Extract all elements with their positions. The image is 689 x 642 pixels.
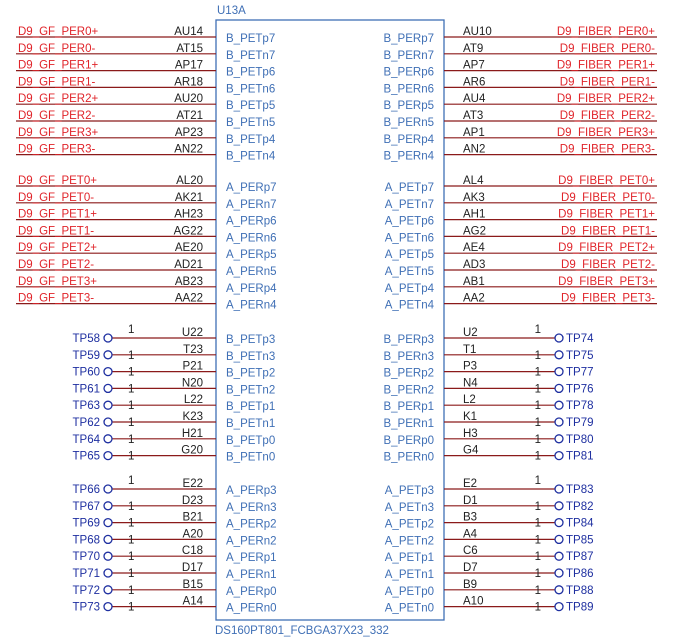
net-label: D9_GF_PET1-: [18, 225, 95, 238]
pin-signal-name: B_PERp7: [383, 33, 434, 45]
testpoint-circle-icon: [104, 418, 112, 426]
pin-signal-name: B_PERn4: [383, 150, 434, 163]
testpoint-circle-icon: [555, 334, 563, 342]
testpoint-circle-icon: [104, 552, 112, 560]
testpoint-circle-icon: [104, 435, 112, 443]
net-label: D9_FIBER_PER1+: [556, 59, 655, 72]
pin-signal-name: A_PERp4: [226, 282, 277, 295]
testpoint-circle-icon: [104, 368, 112, 376]
testpoint-label: TP86: [566, 568, 594, 580]
pin-number: H21: [181, 427, 203, 440]
testpoint-label: TP73: [72, 601, 100, 614]
testpoint-circle-icon: [104, 334, 112, 342]
pin-signal-name: A_PERp1: [226, 552, 277, 565]
pin-number: E22: [182, 478, 203, 490]
testpoint-pin-number: 1: [128, 534, 135, 547]
pin-signal-name: B_PETp4: [226, 133, 276, 146]
pin-signal-name: B_PERn7: [383, 49, 434, 62]
net-label: D9_GF_PER3-: [18, 143, 96, 156]
pin-number: AU20: [174, 93, 203, 106]
pin-signal-name: A_PERp3: [226, 485, 277, 497]
pin-number: AP17: [174, 59, 203, 72]
pin-signal-name: A_PERp0: [226, 585, 277, 598]
pin-signal-name: B_PETp7: [226, 33, 276, 45]
testpoint-label: TP70: [72, 551, 100, 564]
testpoint-label: TP59: [72, 349, 100, 362]
pin-number: AL4: [463, 175, 484, 187]
testpoint-label: TP82: [566, 500, 594, 513]
testpoint-pin-number: 1: [534, 383, 541, 396]
net-label: D9_FIBER_PER2-: [559, 110, 655, 122]
testpoint-pin-number: 1: [534, 400, 541, 413]
net-label: D9_FIBER_PER2+: [556, 93, 655, 106]
pin-number: C6: [463, 545, 478, 558]
pin-number: AA22: [174, 292, 203, 305]
testpoint-pin-number: 1: [534, 433, 541, 446]
testpoint-label: TP76: [566, 383, 594, 396]
testpoint-pin-number: 1: [128, 383, 135, 396]
testpoint-pin-number: 1: [128, 324, 135, 336]
net-label: D9_FIBER_PET0-: [561, 191, 655, 204]
pin-signal-name: A_PETp4: [384, 282, 434, 295]
pin-number: AA2: [463, 292, 485, 305]
pin-signal-name: B_PETn2: [226, 384, 276, 397]
testpoint-label: TP61: [72, 383, 100, 396]
testpoint-label: TP72: [72, 584, 100, 597]
pin-number: AT3: [463, 110, 484, 122]
testpoint-pin-number: 1: [534, 324, 541, 336]
testpoint-circle-icon: [104, 351, 112, 359]
pin-signal-name: A_PETp1: [384, 552, 434, 565]
pin-signal-name: A_PETn2: [384, 535, 434, 548]
testpoint-pin-number: 1: [534, 475, 541, 487]
pin-number: AU10: [463, 26, 492, 38]
pin-signal-name: A_PETp7: [384, 182, 434, 194]
pin-signal-name: B_PETn6: [226, 83, 276, 96]
testpoint-circle-icon: [104, 384, 112, 392]
pin-number: AH23: [174, 208, 203, 221]
testpoint-label: TP89: [566, 601, 594, 614]
pin-number: D17: [181, 562, 203, 574]
pin-signal-name: A_PERn6: [226, 232, 277, 245]
testpoint-pin-number: 1: [534, 534, 541, 547]
pin-number: AU14: [174, 26, 203, 38]
testpoint-label: TP60: [72, 366, 100, 379]
testpoint-label: TP68: [72, 534, 100, 547]
testpoint-label: TP84: [566, 517, 594, 530]
pin-number: B21: [182, 511, 203, 524]
testpoint-pin-number: 1: [534, 366, 541, 379]
testpoint-label: TP64: [72, 433, 100, 446]
pin-signal-name: A_PETn1: [384, 569, 434, 581]
testpoint-circle-icon: [555, 418, 563, 426]
component-part-name: DS160PT801_FCBGA37X23_332: [215, 625, 389, 637]
testpoint-label: TP83: [566, 484, 594, 496]
testpoint-label: TP71: [72, 568, 100, 580]
testpoint-pin-number: 1: [128, 417, 135, 429]
component-title: U13A: [217, 5, 246, 17]
net-label: D9_FIBER_PER0+: [556, 26, 655, 38]
testpoint-pin-number: 1: [128, 450, 135, 463]
testpoint-circle-icon: [104, 502, 112, 510]
testpoint-label: TP81: [566, 450, 594, 463]
pin-number: A10: [463, 595, 484, 608]
testpoint-label: TP78: [566, 400, 594, 413]
net-label: D9_FIBER_PET0+: [558, 175, 655, 187]
pin-signal-name: A_PETn4: [384, 299, 434, 312]
net-label: D9_GF_PER1+: [18, 59, 99, 72]
testpoint-pin-number: 1: [128, 366, 135, 379]
net-label: D9_FIBER_PET2+: [558, 242, 655, 255]
pin-number: AG2: [463, 225, 487, 238]
testpoint-circle-icon: [555, 384, 563, 392]
testpoint-circle-icon: [555, 401, 563, 409]
pin-number: H3: [463, 427, 478, 440]
net-label: D9_GF_PET0+: [18, 175, 97, 187]
pin-number: AB1: [463, 275, 485, 288]
testpoint-pin-number: 1: [128, 349, 135, 362]
pin-signal-name: B_PETn0: [226, 451, 276, 464]
testpoint-circle-icon: [555, 435, 563, 443]
testpoint-circle-icon: [555, 586, 563, 594]
pin-signal-name: B_PERp3: [383, 334, 434, 346]
testpoint-label: TP58: [72, 333, 100, 345]
testpoint-circle-icon: [555, 535, 563, 543]
testpoint-pin-number: 1: [128, 601, 135, 614]
pin-number: D1: [463, 494, 478, 507]
testpoint-label: TP67: [72, 500, 100, 513]
pin-signal-name: B_PETp0: [226, 434, 276, 447]
pin-number: AD21: [174, 259, 203, 271]
pin-number: P21: [182, 360, 203, 373]
testpoint-label: TP85: [566, 534, 594, 547]
pin-signal-name: A_PERp2: [226, 518, 277, 531]
testpoint-label: TP74: [566, 333, 594, 345]
net-label: D9_GF_PER1-: [18, 76, 96, 89]
pin-number: AD3: [463, 259, 486, 271]
pin-signal-name: B_PETp5: [226, 100, 276, 113]
testpoint-pin-number: 1: [128, 433, 135, 446]
testpoint-pin-number: 1: [128, 400, 135, 413]
pin-number: D23: [181, 494, 203, 507]
testpoint-pin-number: 1: [128, 475, 135, 487]
net-label: D9_GF_PER2-: [18, 110, 96, 122]
pin-number: G20: [181, 444, 203, 457]
pin-number: A14: [182, 595, 203, 608]
pin-signal-name: A_PERn4: [226, 299, 277, 312]
pin-signal-name: A_PETn6: [384, 232, 434, 245]
testpoint-pin-number: 1: [128, 568, 135, 580]
pin-rows: [16, 26, 657, 615]
pin-signal-name: B_PERp2: [383, 367, 434, 380]
pin-number: AP1: [463, 126, 485, 139]
pin-number: A4: [463, 528, 478, 541]
pin-signal-name: B_PERn2: [383, 384, 434, 397]
pin-number: AP23: [174, 126, 203, 139]
pin-signal-name: A_PETn0: [384, 602, 434, 615]
testpoint-circle-icon: [104, 603, 112, 611]
pin-signal-name: A_PETn7: [384, 198, 434, 211]
net-label: D9_GF_PET2-: [18, 259, 95, 271]
pin-number: K1: [463, 411, 478, 423]
pin-signal-name: A_PERp7: [226, 182, 277, 194]
testpoint-pin-number: 1: [534, 601, 541, 614]
pin-number: E2: [463, 478, 478, 490]
pin-number: T1: [463, 343, 477, 356]
testpoint-pin-number: 1: [534, 551, 541, 564]
pin-signal-name: B_PERn6: [383, 83, 434, 96]
pin-signal-name: A_PERn0: [226, 602, 277, 615]
net-label: D9_FIBER_PET3+: [558, 275, 655, 288]
testpoint-label: TP62: [72, 417, 100, 429]
pin-number: T23: [183, 343, 203, 356]
net-label: D9_FIBER_PER3-: [559, 143, 655, 156]
pin-number: G4: [463, 444, 479, 457]
net-label: D9_GF_PER3+: [18, 126, 99, 139]
testpoint-circle-icon: [555, 368, 563, 376]
pin-number: AB23: [174, 275, 203, 288]
pin-signal-name: B_PETn4: [226, 150, 276, 163]
pin-number: AT15: [176, 42, 203, 55]
testpoint-circle-icon: [104, 519, 112, 527]
net-label: D9_GF_PET3+: [18, 275, 97, 288]
pin-signal-name: B_PETp6: [226, 66, 276, 79]
pin-signal-name: B_PETn7: [226, 49, 276, 62]
pin-number: AE20: [174, 242, 203, 255]
net-label: D9_GF_PET0-: [18, 191, 95, 204]
pin-signal-name: A_PETp3: [384, 485, 434, 497]
pin-signal-name: A_PERn1: [226, 569, 277, 581]
pin-signal-name: A_PERn7: [226, 198, 277, 211]
pin-number: AP7: [463, 59, 485, 72]
testpoint-pin-number: 1: [534, 349, 541, 362]
testpoint-circle-icon: [555, 351, 563, 359]
pin-number: AH1: [463, 208, 486, 221]
pin-signal-name: B_PERp4: [383, 133, 434, 146]
testpoint-pin-number: 1: [128, 500, 135, 513]
net-label: D9_FIBER_PET2-: [561, 259, 655, 271]
testpoint-label: TP65: [72, 450, 100, 463]
testpoint-label: TP77: [566, 366, 594, 379]
pin-number: N20: [181, 377, 203, 390]
net-label: D9_FIBER_PER3+: [556, 126, 655, 139]
pin-signal-name: B_PETn1: [226, 418, 276, 430]
pin-signal-name: A_PERn5: [226, 266, 277, 278]
pin-number: AK3: [463, 191, 485, 204]
pin-number: AR6: [463, 76, 486, 89]
pin-signal-name: A_PERn2: [226, 535, 277, 548]
testpoint-circle-icon: [555, 452, 563, 460]
net-label: D9_FIBER_PET1+: [558, 208, 655, 221]
pin-number: D7: [463, 562, 478, 574]
testpoint-circle-icon: [555, 569, 563, 577]
pin-number: AT9: [463, 42, 484, 55]
testpoint-pin-number: 1: [534, 517, 541, 530]
testpoint-pin-number: 1: [534, 500, 541, 513]
testpoint-circle-icon: [555, 502, 563, 510]
testpoint-circle-icon: [555, 519, 563, 527]
pin-signal-name: B_PERn1: [383, 418, 434, 430]
pin-signal-name: B_PETn5: [226, 117, 276, 129]
net-label: D9_GF_PER2+: [18, 93, 99, 106]
testpoint-label: TP88: [566, 584, 594, 597]
testpoint-circle-icon: [104, 452, 112, 460]
pin-number: B9: [463, 578, 478, 591]
pin-number: U22: [181, 327, 203, 339]
pin-number: AL20: [176, 175, 203, 187]
testpoint-pin-number: 1: [128, 584, 135, 597]
pin-number: B3: [463, 511, 478, 524]
pin-number: L2: [463, 394, 476, 407]
pin-signal-name: A_PETp5: [384, 249, 434, 262]
pin-signal-name: B_PERn5: [383, 117, 434, 129]
pin-signal-name: B_PERn0: [383, 451, 434, 464]
pin-number: U2: [463, 327, 478, 339]
testpoint-pin-number: 1: [534, 450, 541, 463]
net-label: D9_FIBER_PET3-: [561, 292, 655, 305]
net-label: D9_GF_PET2+: [18, 242, 97, 255]
pin-signal-name: B_PERn3: [383, 350, 434, 363]
pin-signal-name: A_PETp2: [384, 518, 434, 531]
testpoint-circle-icon: [104, 401, 112, 409]
pin-number: B15: [182, 578, 203, 591]
testpoint-label: TP79: [566, 417, 594, 429]
pin-signal-name: B_PERp5: [383, 100, 434, 113]
testpoint-label: TP66: [72, 484, 100, 496]
net-label: D9_GF_PET3-: [18, 292, 95, 305]
testpoint-pin-number: 1: [128, 551, 135, 564]
pin-number: AE4: [463, 242, 485, 255]
pin-number: AG22: [173, 225, 203, 238]
pin-signal-name: A_PETn5: [384, 266, 434, 278]
pin-number: AT21: [176, 110, 203, 122]
pin-number: A20: [182, 528, 203, 541]
testpoint-circle-icon: [104, 535, 112, 543]
pin-number: AR18: [174, 76, 203, 89]
testpoint-circle-icon: [555, 485, 563, 493]
pin-signal-name: A_PERp5: [226, 249, 277, 262]
pin-signal-name: A_PETp6: [384, 215, 434, 228]
net-label: D9_FIBER_PER0-: [559, 42, 655, 55]
pin-number: AN2: [463, 143, 486, 156]
testpoint-label: TP75: [566, 349, 594, 362]
pin-number: AK21: [174, 191, 203, 204]
pin-number: K23: [182, 411, 203, 423]
testpoint-pin-number: 1: [534, 584, 541, 597]
testpoint-circle-icon: [555, 552, 563, 560]
pin-number: L22: [183, 394, 203, 407]
pin-signal-name: B_PETn3: [226, 350, 276, 363]
net-label: D9_FIBER_PER1-: [559, 76, 655, 89]
testpoint-pin-number: 1: [534, 417, 541, 429]
testpoint-label: TP87: [566, 551, 594, 564]
testpoint-circle-icon: [555, 603, 563, 611]
pin-signal-name: A_PETn3: [384, 501, 434, 514]
pin-number: P3: [463, 360, 478, 373]
net-label: D9_GF_PER0-: [18, 42, 96, 55]
pin-signal-name: A_PERn3: [226, 501, 277, 514]
testpoint-pin-number: 1: [534, 568, 541, 580]
pin-signal-name: B_PETp2: [226, 367, 276, 380]
pin-number: C18: [181, 545, 203, 558]
pin-signal-name: B_PETp3: [226, 334, 276, 346]
pin-signal-name: B_PETp1: [226, 401, 276, 414]
net-label: D9_GF_PER0+: [18, 26, 99, 38]
testpoint-circle-icon: [104, 569, 112, 577]
testpoint-circle-icon: [104, 485, 112, 493]
net-label: D9_FIBER_PET1-: [561, 225, 655, 238]
pin-number: AU4: [463, 93, 486, 106]
testpoint-label: TP69: [72, 517, 100, 530]
testpoint-circle-icon: [104, 586, 112, 594]
testpoint-pin-number: 1: [128, 517, 135, 530]
pin-signal-name: A_PERp6: [226, 215, 277, 228]
pin-signal-name: B_PERp6: [383, 66, 434, 79]
testpoint-label: TP80: [566, 433, 594, 446]
pin-number: N4: [463, 377, 478, 390]
pin-number: AN22: [174, 143, 203, 156]
testpoint-label: TP63: [72, 400, 100, 413]
pin-signal-name: A_PETp0: [384, 585, 434, 598]
pin-signal-name: B_PERp1: [383, 401, 434, 414]
pin-signal-name: B_PERp0: [383, 434, 434, 447]
net-label: D9_GF_PET1+: [18, 208, 97, 221]
